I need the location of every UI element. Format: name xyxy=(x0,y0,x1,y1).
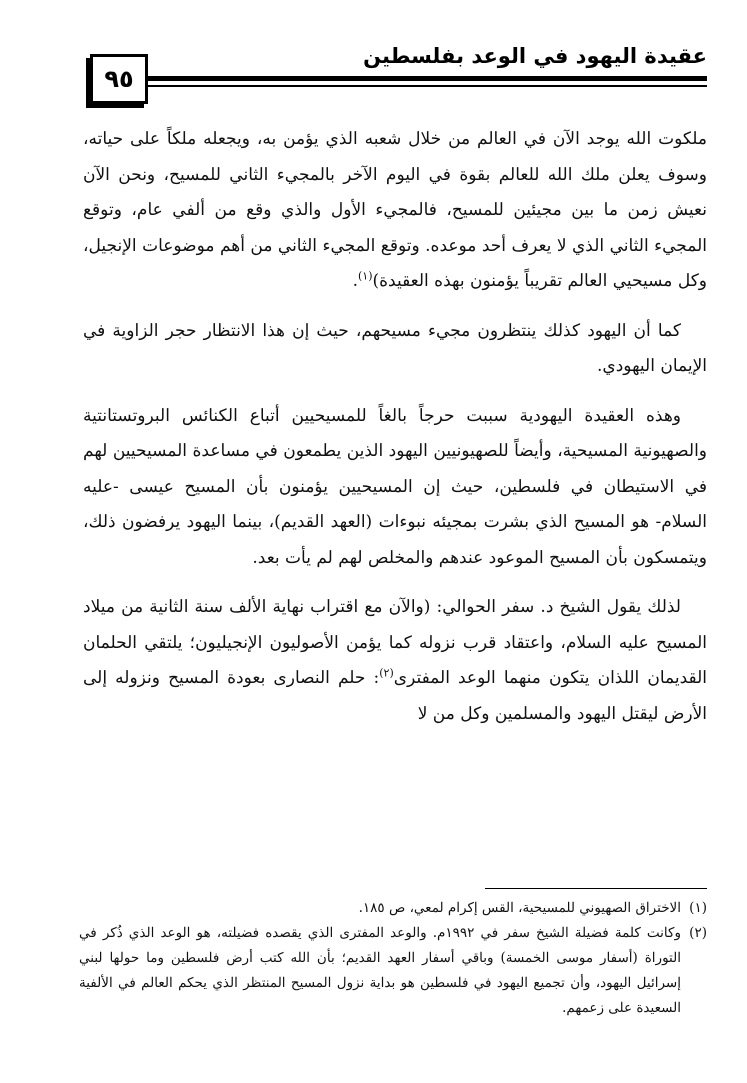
paragraph-2-text: كما أن اليهود كذلك ينتظرون مجيء مسيحهم، حيث إن هذا الانتظار حجر الزاوية في الإيمان اليهودي. xyxy=(83,320,707,376)
paragraph-3 xyxy=(83,399,707,577)
running-title: عقيدة اليهود في الوعد بفلسطين xyxy=(363,44,707,68)
footnote-separator xyxy=(485,888,707,889)
footnote-ref-2[interactable]: (٢) xyxy=(379,666,394,680)
paragraph-4 xyxy=(83,590,707,732)
footnote-1-text: الاختراق الصهيوني للمسيحية، القس إكرام لمعي، ص ١٨٥. xyxy=(358,900,681,916)
footnote-1 xyxy=(79,896,707,921)
page-number-box xyxy=(90,54,148,104)
footnote-ref-1[interactable]: (١) xyxy=(357,269,373,283)
header-rule-thin xyxy=(148,85,707,87)
footnote-1-mark: (١) xyxy=(689,900,707,916)
header-rule-thick xyxy=(148,76,707,81)
paragraph-4-tail: : حلم النصارى بعودة المسيح ونزوله إلى الأرض ليقتل اليهود والمسلمين وكل من لا xyxy=(83,668,707,724)
paragraph-1 xyxy=(83,122,707,300)
paragraph-1-text: ملكوت الله يوجد الآن في العالم من خلال شعبه الذي يؤمن به، ويجعله ملكاً على حياته، وسوف يعلن ملك الله للعالم بقوة في اليوم الآخر بالمجيء الثاني للمسيح، ونحن الآن نعيش زمن ما بين مجيئين للمسيح، فالمجيء الأول والذي وقع من ألفي عام، وتوقع المجيء الثاني الذي لا يعرف أحد موعده. وتوقع المجيء الثاني من أهم موضوعات الإنجيل، وكل مسيحيي العالم تقريباً يؤمنون بهذه العقيدة) xyxy=(83,129,707,291)
body-text xyxy=(83,122,707,746)
footnote-2-text: وكانت كلمة فضيلة الشيخ سفر في ١٩٩٢م. والوعد المفترى الذي يقصده فضيلته، هو الوعد الذي ذُكر في التوراة (أسفار موسى الخمسة) وباقي أسفار العهد القديم؛ بأن الله كتب أرض فلسطين وما حولها لبني إسرائيل اليهود، وأن تجميع اليهود في فلسطين هو بداية نزول المسيح المنتظر الذي يحكم العالم في الألفية السعيدة على زعمهم. xyxy=(79,925,681,1016)
page-number: ٩٥ xyxy=(104,65,134,93)
paragraph-4-text: لذلك يقول الشيخ د. سفر الحوالي: (والآن مع اقتراب نهاية الألف سنة الثانية من ميلاد المسيح عليه السلام، واعتقاد قرب نزوله كما يؤمن الأصوليون الإنجيليون؛ يلتقي الحلمان القديمان اللذان يتكون منهما الوعد المفترى xyxy=(83,597,707,688)
page-header xyxy=(90,38,707,108)
footnote-2-mark: (٢) xyxy=(689,925,707,941)
paragraph-3-text: وهذه العقيدة اليهودية سببت حرجاً بالغاً للمسيحيين أتباع الكنائس البروتستانتية والصهيونية المسيحية، وأيضاً للصهيونيين اليهود الذين يطمعون في مساعدة المسيحيين لهم في الاستيطان في فلسطين، حيث إن المسيحيين يؤمنون بأن المسيح عيسى -عليه السلام- هو المسيح الذي بشرت بمجيئه نبوءات (العهد القديم)، بينما اليهود يرفضون ذلك، ويتمسكون بأن المسيح الموعود عندهم والمخلص لهم لم يأت بعد. xyxy=(83,405,707,568)
paragraph-2 xyxy=(83,314,707,385)
footnotes xyxy=(79,896,707,1021)
paragraph-1-tail: . xyxy=(352,271,358,291)
footnote-2 xyxy=(79,921,707,1021)
